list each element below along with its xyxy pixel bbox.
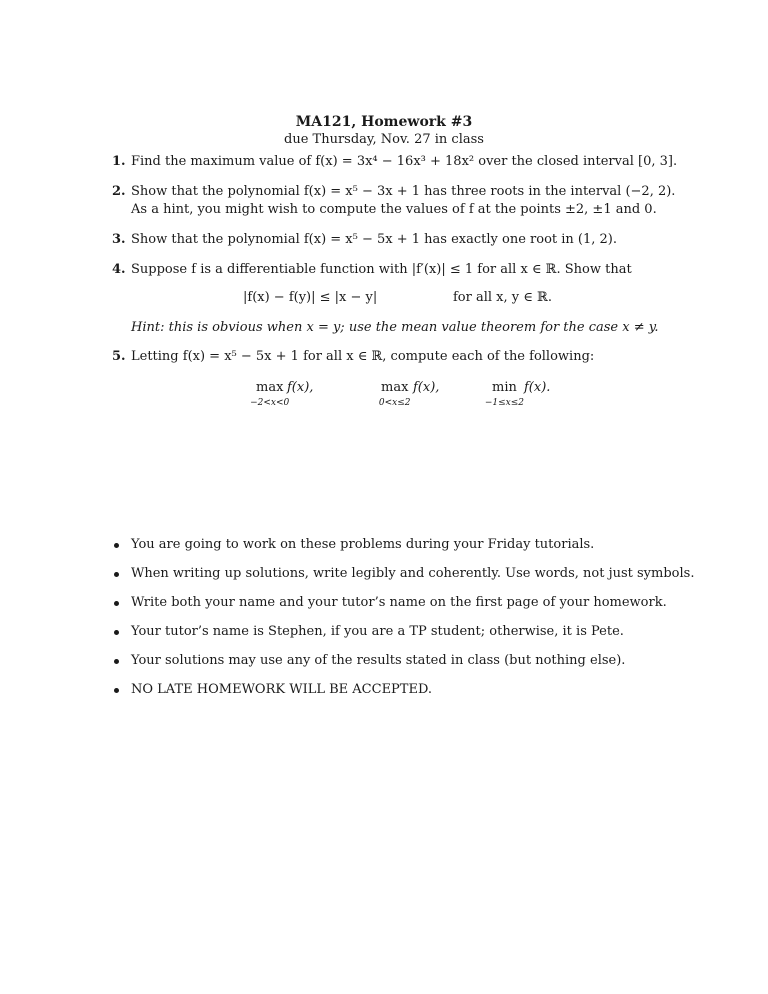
problem-text: Show that the polynomial f(x) = x⁵ − 5x + 1 has exactly one root in (1, 2).	[131, 232, 618, 247]
bullet-icon	[114, 688, 119, 693]
list-item: Your tutor’s name is Stephen, if you are a TP student; otherwise, it is Pete.	[112, 623, 732, 652]
problem-number: 4.	[112, 262, 126, 277]
problem-number: 3.	[112, 232, 126, 247]
problem-5	[112, 348, 712, 366]
list-item: When writing up solutions, write legibly and coherently. Use words, not just symbols.	[112, 565, 732, 594]
list-item: Your solutions may use any of the results stated in class (but nothing else).	[112, 652, 732, 681]
problem-3	[112, 231, 712, 249]
homework-page: MA121, Homework #3 due Thursday, Nov. 27 in class 1. Find the maximum value of f(x) = 3x⁴ − 16x³ + 18x² over the closed interval [0, 3]. 2. Show that the polynomial f(x) = x⁵ − 3x + 1 has three roots in the interval (−2, 2). As a hint, you might wish to compute the values of f at the points ±2, ±1 and 0. 3. Show that the polynomial f(x) = x⁵ − 5x + 1 has exactly one root in (1, 2). 4. Suppose f is a differentiable function with |f′(x)| ≤ 1 for all x ∈ ℝ. Show that |f(x) − f(y)| ≤ |x − y| for all x, y ∈ ℝ. Hint: this is obvious when x = y; use the mean value theorem for the case x ≠ y. 5. Letting f(x) = x⁵ − 5x + 1 for all x ∈ ℝ, compute each of the following: max −2<x<0 f(x), max 0<x≤2 f(x), min −1≤x≤2 f(x). You are going to work on these problems during your Friday tutorials. When writing up solutions, write legibly and coherently. Use words, not just symbols. Write both your name and your tutor’s name on the first page of your homework. Your tutor’s name is Stephen, if you are a TP student; otherwise, it is Pete. Your solutions may use any of the results stated in class (but nothing else). NO LATE HOMEWORK WILL BE ACCEPTED.	[0, 0, 768, 994]
page-title: MA121, Homework #3	[295, 114, 473, 130]
bullet-icon	[114, 630, 119, 635]
inequality: |f(x) − f(y)| ≤ |x − y|	[243, 290, 378, 305]
due-date: due Thursday, Nov. 27 in class	[284, 132, 484, 147]
bullet-icon	[114, 572, 119, 577]
problem-text: Letting f(x) = x⁵ − 5x + 1 for all x ∈ ℝ, compute each of the following:	[131, 349, 595, 364]
hint-text: Hint: this is obvious when x = y; use the mean value theorem for the case x ≠ y.	[131, 320, 659, 335]
problem-4	[112, 261, 712, 279]
problem-number: 2.	[112, 184, 126, 199]
notes-list	[112, 536, 732, 710]
problem-hint-text: As a hint, you might wish to compute the values of f at the points ±2, ±1 and 0.	[131, 202, 657, 217]
problem-1	[112, 153, 712, 171]
list-item: Write both your name and your tutor’s name on the first page of your homework.	[112, 594, 732, 623]
bullet-icon	[114, 543, 119, 548]
problem-text: Show that the polynomial f(x) = x⁵ − 3x + 1 has three roots in the interval (−2, 2).	[131, 184, 676, 199]
problem-text: Suppose f is a differentiable function with |f′(x)| ≤ 1 for all x ∈ ℝ. Show that	[131, 262, 632, 277]
problem-number: 5.	[112, 349, 126, 364]
list-item: NO LATE HOMEWORK WILL BE ACCEPTED.	[112, 681, 732, 710]
problem-text: Find the maximum value of f(x) = 3x⁴ − 16x³ + 18x² over the closed interval [0, 3].	[131, 154, 678, 169]
bullet-icon	[114, 659, 119, 664]
min-expression: min −1≤x≤2	[484, 380, 524, 408]
bullet-icon	[114, 601, 119, 606]
max-expression-1: max −2<x<0	[250, 380, 290, 408]
header	[0, 113, 768, 149]
max-expression-2: max 0<x≤2	[378, 380, 411, 408]
problem-2	[112, 183, 712, 219]
problem-number: 1.	[112, 154, 126, 169]
quantifier: for all x, y ∈ ℝ.	[453, 290, 552, 305]
list-item: You are going to work on these problems during your Friday tutorials.	[112, 536, 732, 565]
